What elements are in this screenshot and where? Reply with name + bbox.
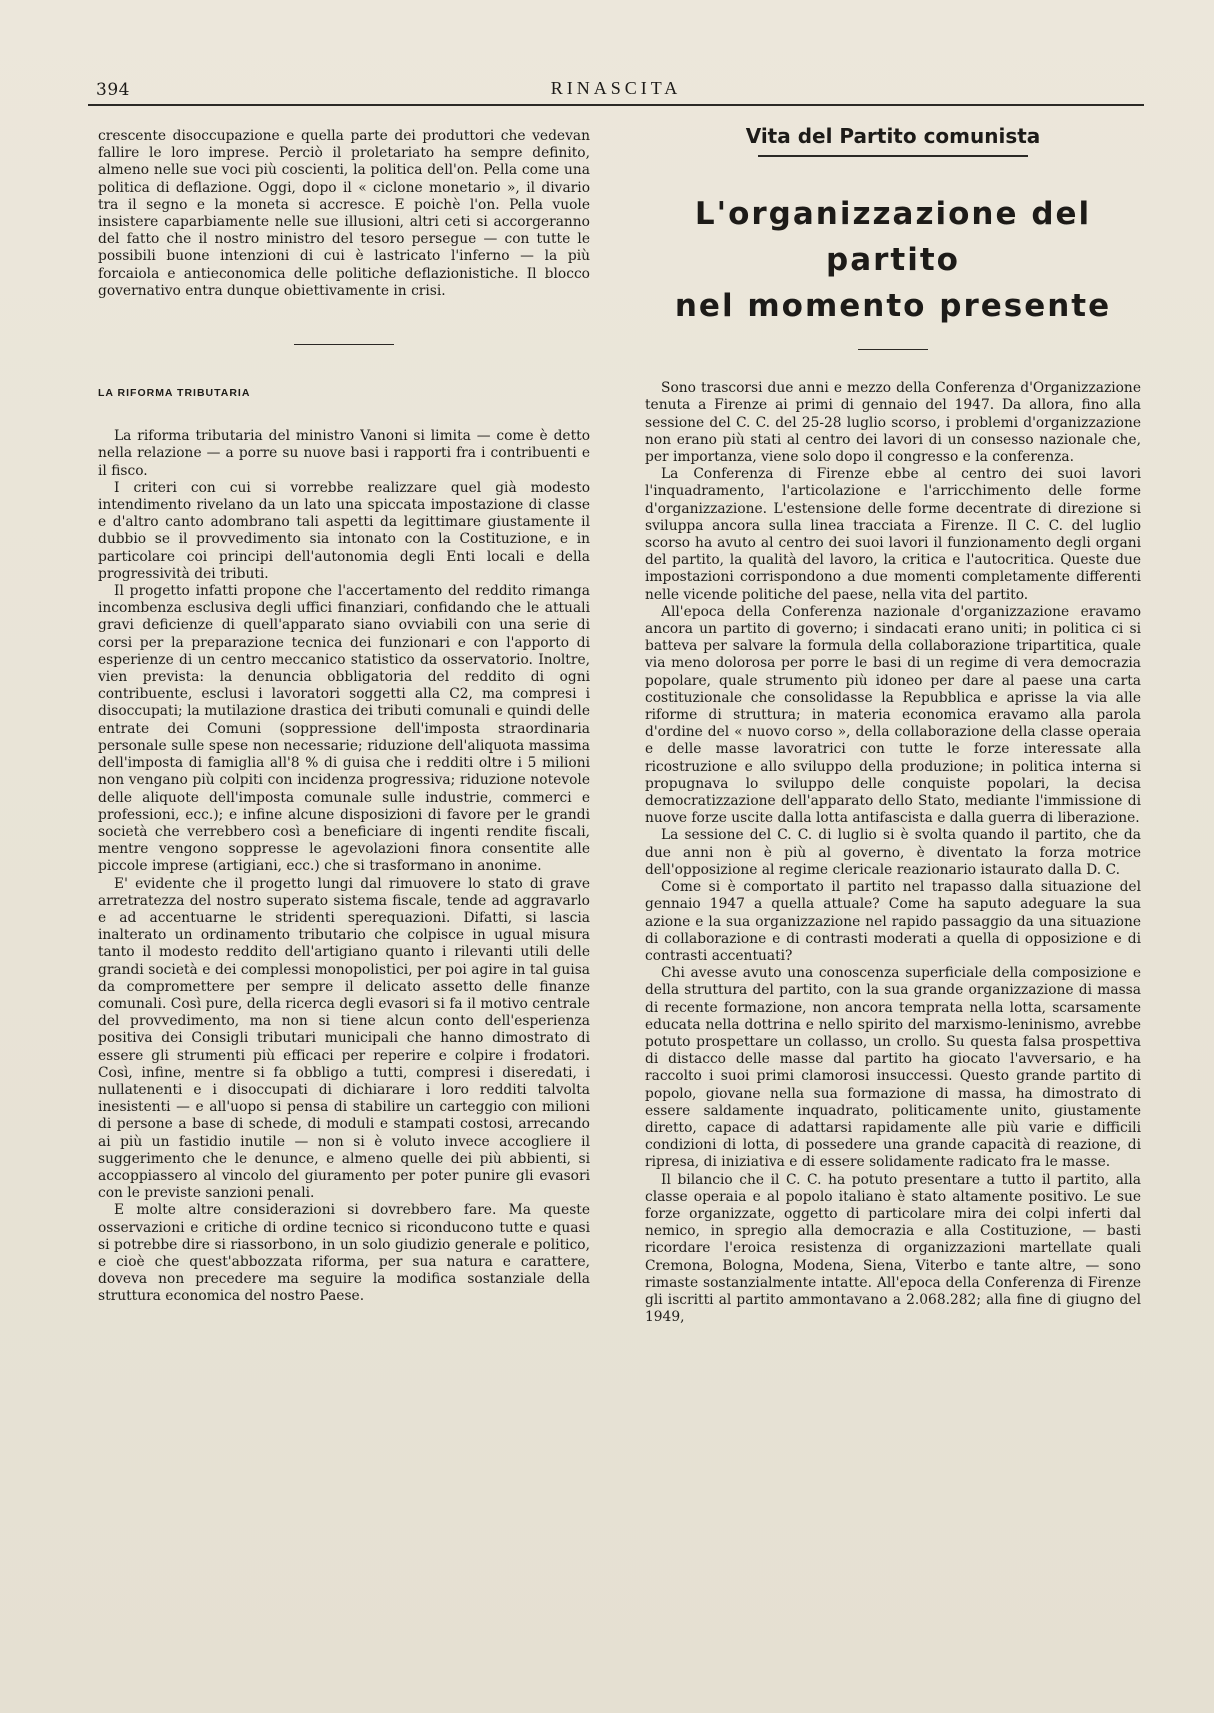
- headline-line-1: L'organizzazione del partito: [694, 196, 1092, 279]
- section-heading: LA RIFORMA TRIBUTARIA: [98, 387, 251, 400]
- body-paragraph: Come si è comportato il partito nel trapasso dalla situazione del gennaio 1947 a quella attuale? Come ha saputo adeguare la sua azione e la sua organizzazione nel rapido passaggio da una situazione di collaborazione e di contrasti moderati a quella di opposizione e di contrasti accentuati?: [645, 879, 1141, 964]
- body-paragraph: La Conferenza di Firenze ebbe al centro dei suoi lavori l'inquadramento, l'articolazione e l'arricchimento delle forme d'organizzazione. L'estensione delle forme decentrate di direzione si sviluppa ancora sulla linea tracciata a Firenze. Il C. C. del luglio scorso ha avuto al centro dei suoi lavori il funzionamento degli organi del partito, la qualità del lavoro, la critica e l'autocritica. Queste due impostazioni corrispondono a due momenti completamente differenti nelle vicende politiche del paese, nella vita del partito.: [645, 466, 1141, 603]
- headline-line-2: nel momento presente: [674, 288, 1112, 325]
- section-kicker: Vita del Partito comunista: [745, 124, 1041, 148]
- body-paragraph: La sessione del C. C. di luglio si è svolta quando il partito, che da due anni non è più al governo, è diventato la forza motrice dell'opposizione al regime clericale reazionario istaurato dalla D. C.: [645, 827, 1141, 878]
- body-paragraph: I criteri con cui si vorrebbe realizzare quel già modesto intendimento rivelano da un lato una spiccata impostazione di classe e d'altro canto adombrano tali aspetti da legittimare giustamente il dubbio se il provvedimento sia intonato con la Costituzione, e in particolare coi principi dell'autonomia degli Enti locali e della progressività dei tributi.: [98, 479, 590, 582]
- body-paragraph: Chi avesse avuto una conoscenza superficiale della composizione e della struttura del partito, con la sua grande organizzazione di massa di recente formazione, non ancora temprata nella lotta, scarsamente educata nella dottrina e nello spirito del marxismo-leninismo, avrebbe potuto prospettare un collasso, un crollo. Su questa falsa prospettiva di distacco delle masse dal partito ha giocato l'avversario, e ha raccolto i suoi primi clamorosi insuccessi. Questo grande partito di popolo, giovane nella sua formazione di massa, ha dimostrato di essere saldamente inquadrato, politicamente unito, giustamente diretto, capace di adattarsi rapidamente alle più varie e difficili condizioni di lotta, di possedere una grande capacità di reazione, di ripresa, di iniziativa e di essere solidamente radicato fra le masse.: [645, 965, 1141, 1171]
- body-paragraph: E' evidente che il progetto lungi dal rimuovere lo stato di grave arretratezza del nostro superato sistema fiscale, tende ad aggravarlo e ad accentuarne le stridenti sperequazioni. Difatti, si lascia inalterato un ordinamento tributario che colpisce in ugual misura tanto il modesto reddito dell'artigiano quanto i rilevanti utili delle grandi società e dei complessi monopolistici, per poi agire in tal guisa da compromettere per sempre il delicato assetto delle finanze comunali. Così pure, della ricerca degli evasori si fa il motivo centrale del provvedimento, ma non si tiene alcun conto dell'esperienza positiva dei Consigli tributari municipali che hanno dimostrato di essere gli strumenti più efficaci per reperire e colpire i frodatori. Così, infine, mentre si fa obbligo a tutti, compresi i diseredati, i nullatenenti e i disoccupati di dichiarare i loro redditi talvolta inesistenti — e all'uopo si pensa di stabilire un carteggio con milioni di persone a base di schede, di moduli e stampati costosi, arrecando ai più un fastidio inutile — non si è voluto invece accogliere il suggerimento che le denunce, e almeno quelle dei più abbienti, si accoppiassero al vincolo del giuramento per poter punire gli evasori con le previste sanzioni penali.: [98, 875, 590, 1202]
- body-paragraph: Il bilancio che il C. C. ha potuto presentare a tutto il partito, alla classe operaia e al popolo italiano è stato altamente positivo. Le sue forze organizzate, oggetto di particolare mira dei colpi inferti dal nemico, in spregio alla democrazia e alla Costituzione, — basti ricordare l'eroica resistenza di organizzazioni martellate quali Cremona, Bologna, Modena, Siena, Viterbo e tante altre, — sono rimaste sostanzialmente intatte. All'epoca della Conferenza di Firenze gli iscritti al partito ammontavano a 2.068.282; alla fine di giugno del 1949,: [645, 1171, 1141, 1326]
- intro-paragraph: crescente disoccupazione e quella parte dei produttori che vedevan fallire le loro imprese. Perciò il proletariato ha sempre definito, almeno nelle sue voci più coscienti, la politica dell'on. Pella come una politica di deflazione. Oggi, dopo il « ciclone monetario », il divario tra il segno e la moneta si accresce. E poichè l'on. Pella vuole insistere caparbiamente nelle sue illusioni, altri ceti si accorgeranno del fatto che il nostro ministro del tesoro persegue — con tutte le possibili buone intenzioni di cui è lastricato l'inferno — la più forcaiola e antieconomica delle politiche deflazionistiche. Il blocco governativo entra dunque obiettivamente in crisi.: [98, 128, 590, 299]
- section-divider: [294, 344, 394, 345]
- right-column: [645, 124, 1141, 1326]
- body-paragraph: Sono trascorsi due anni e mezzo della Conferenza d'Organizzazione tenuta a Firenze ai primi di gennaio del 1947. Da allora, fino alla sessione del C. C. del 25-28 luglio scorso, i problemi d'organizzazione non erano più stati al centro dei lavori di un consesso nazionale che, per importanza, viene solo dopo il congresso e la conferenza.: [645, 380, 1141, 466]
- page-number: 394: [96, 80, 130, 100]
- left-column: [98, 128, 590, 1306]
- kicker-underline: [758, 155, 1028, 157]
- body-paragraph: All'epoca della Conferenza nazionale d'organizzazione eravamo ancora un partito di governo; i sindacati erano uniti; in politica ci si batteva per salvare la formula della collaborazione tripartitica, quale via meno dolorosa per porre le basi di un regime di vera democrazia popolare, quale strumento più idoneo per dare al paese una carta costituzionale che consolidasse la Repubblica e aprisse la via alle riforme di struttura; in materia economica eravamo alla parola d'ordine del « nuovo corso », della collaborazione della classe operaia e delle masse lavoratrici con tutte le forze interessate alla ricostruzione e allo sviluppo della produzione; in politica interna si propugnava lo sviluppo delle conquiste popolari, la decisa democratizzazione dell'apparato dello Stato, mediante l'immissione di nuove forze uscite dalla lotta antifascista e dalla guerra di liberazione.: [645, 603, 1141, 827]
- body-paragraph: Il progetto infatti propone che l'accertamento del reddito rimanga incombenza esclusiva degli uffici finanziari, confidando che le attuali gravi deficienze di quell'apparato siano ovviabili con una serie di corsi per la preparazione tecnica dei funzionari e con l'apporto di esperienze di un centro meccanico statistico da osservatorio. Inoltre, vien prevista: la denuncia obbligatoria del reddito di ogni contribuente, esclusi i lavoratori soggetti alla C2, ma compresi i disoccupati; la mutilazione drastica dei tributi comunali e quindi delle entrate dei Comuni (soppressione dell'imposta straordinaria personale sulle spese non necessarie; riduzione dell'aliquota massima dell'imposta di famiglia all'8 % di guisa che i redditi oltre i 5 milioni non vengano più colpiti con incidenza progressiva; riduzione notevole delle aliquote dell'imposta comunale sulle industrie, commerci e professioni, ecc.); e infine alcune disposizioni di favore per le grandi società che verrebbero così a beneficiare di ingenti rendite fiscali, mentre vengono soppresse le agevolazioni finora consentite alle piccole imprese (artigiani, ecc.) che si trasformano in anonime.: [98, 583, 590, 875]
- body-paragraph: E molte altre considerazioni si dovrebbero fare. Ma queste osservazioni e critiche di ordine tecnico si riconducono tutte e quasi si potrebbe dire si riassorbono, in un solo giudizio generale e politico, e cioè che quest'abbozzata riforma, per sua natura e carattere, doveva non precedere ma seguire la modifica sostanziale della struttura economica del nostro Paese.: [98, 1202, 590, 1305]
- journal-title: RINASCITA: [550, 78, 682, 98]
- page-header: [88, 70, 1144, 106]
- headline-rule: [858, 349, 928, 350]
- body-paragraph: La riforma tributaria del ministro Vanoni si limita — come è detto nella relazione — a porre su nuove basi i rapporti fra i contribuenti e il fisco.: [98, 428, 590, 479]
- article-headline: [645, 191, 1141, 329]
